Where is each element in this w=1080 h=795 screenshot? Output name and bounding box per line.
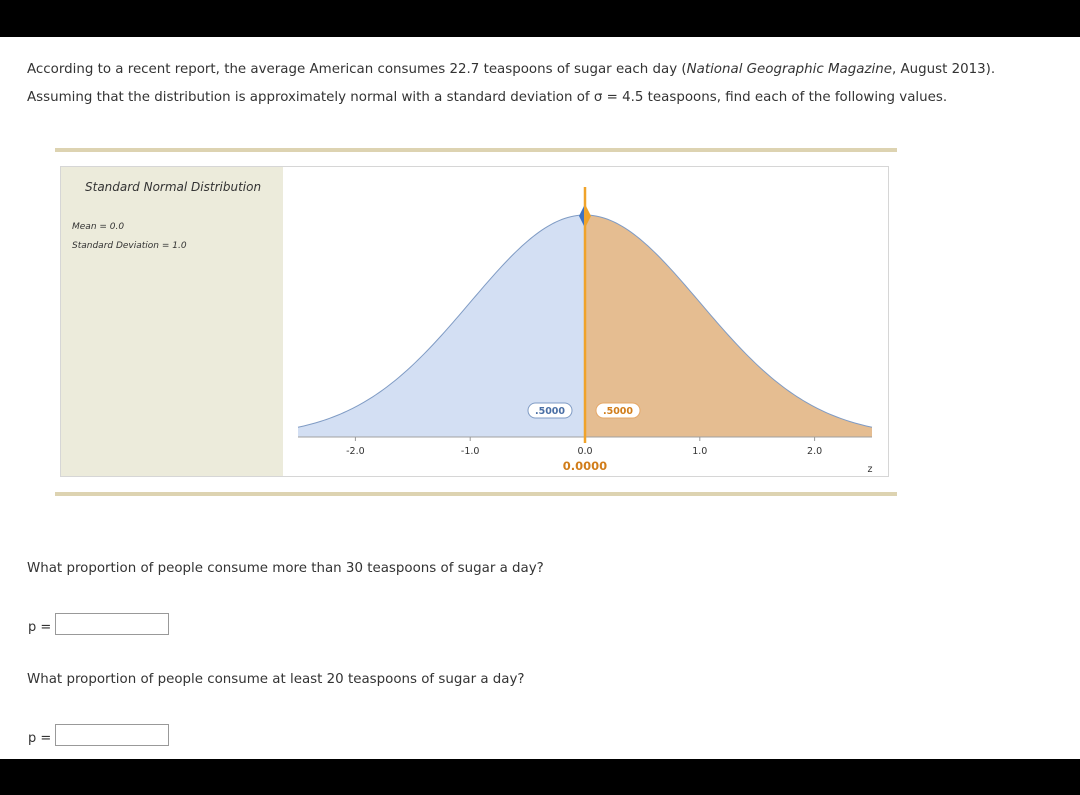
distribution-plot bbox=[61, 167, 890, 478]
mean-label: Mean = 0.0 bbox=[72, 222, 125, 232]
z-tick-label: -1.0 bbox=[460, 446, 480, 457]
intro-line-1 bbox=[27, 56, 1067, 84]
z-axis-label: z bbox=[867, 464, 873, 475]
answer-2-label: p = bbox=[28, 731, 52, 746]
z-tick-label: -2.0 bbox=[346, 446, 365, 457]
intro-line-2: Assuming that the distribution is approximately normal with a standard deviation of σ = 4.5 teaspoons, find each of the following values. bbox=[27, 90, 948, 105]
answer-1-label: p = bbox=[28, 620, 52, 635]
question-1-text: What proportion of people consume more than 30 teaspoons of sugar a day? bbox=[27, 561, 544, 576]
z-tick-label: 2.0 bbox=[807, 446, 823, 457]
z-tick-label: 1.0 bbox=[692, 446, 708, 457]
problem-intro bbox=[27, 56, 1067, 112]
left-area-badge bbox=[528, 403, 572, 418]
answer-2-input[interactable] bbox=[55, 724, 169, 746]
z-tick-label: 0.0 bbox=[577, 446, 593, 457]
top-black-bar bbox=[0, 0, 1080, 37]
right-area-badge bbox=[596, 403, 640, 418]
applet-title: Standard Normal Distribution bbox=[85, 180, 262, 194]
intro-citation: National Geographic Magazine bbox=[686, 62, 892, 77]
left-area-value: .5000 bbox=[534, 406, 566, 417]
sd-label: Standard Deviation = 1.0 bbox=[72, 241, 187, 251]
intro-text-b: , August 2013). bbox=[891, 62, 996, 77]
bottom-black-bar bbox=[0, 759, 1080, 795]
right-area-value: .5000 bbox=[602, 406, 634, 417]
question-2-text: What proportion of people consume at least 20 teaspoons of sugar a day? bbox=[27, 672, 525, 687]
applet-top-rule bbox=[55, 148, 897, 152]
applet-bottom-rule bbox=[55, 492, 897, 496]
z-value-readout: 0.0000 bbox=[562, 459, 608, 473]
intro-text-a: According to a recent report, the average American consumes 22.7 teaspoons of sugar each day ( bbox=[27, 62, 687, 77]
normal-distribution-applet bbox=[60, 166, 889, 477]
answer-1-input[interactable] bbox=[55, 613, 169, 635]
